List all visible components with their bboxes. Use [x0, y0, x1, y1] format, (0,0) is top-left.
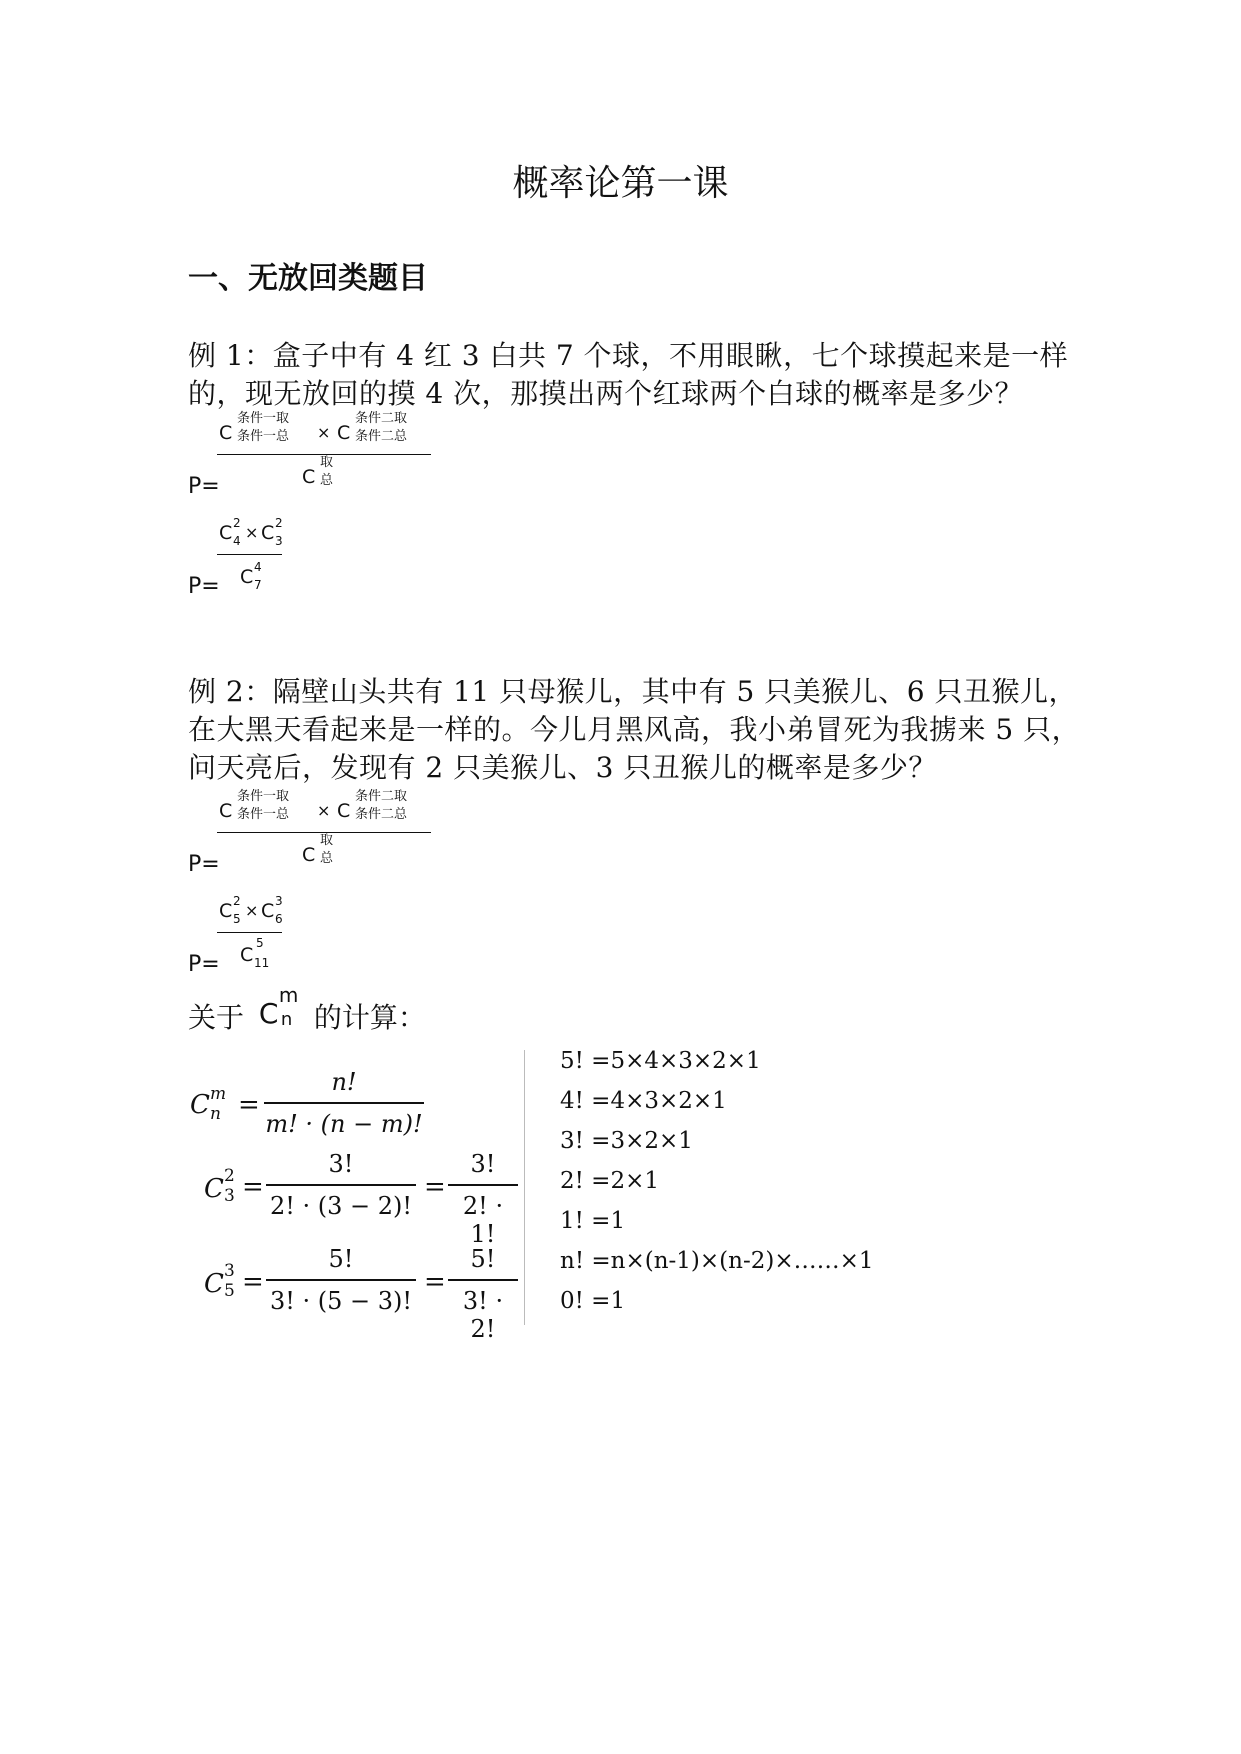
factorial-n: n! =n×(n-1)×(n-2)×……×1	[560, 1248, 874, 1274]
cond1-take: 条件一取	[237, 789, 290, 804]
cnm-symbol	[253, 983, 305, 1031]
example-1-text	[188, 337, 1068, 413]
numerator: 3!	[470, 1150, 496, 1178]
general-numerator	[217, 790, 431, 830]
p-equals: P=	[188, 952, 220, 977]
fraction	[266, 1150, 416, 1220]
cond1-total: 条件一总	[237, 807, 290, 822]
p-equals: P=	[188, 852, 220, 877]
c-symbol: C	[204, 1269, 224, 1299]
times-sign: ×	[317, 423, 331, 442]
c-symbol: C	[219, 522, 233, 544]
c-symbol: C	[261, 522, 275, 544]
formula-cnm-definition	[190, 1068, 470, 1148]
calc-suffix: 的计算：	[313, 1001, 426, 1034]
den-take: 取	[320, 833, 334, 848]
den-total: 总	[320, 851, 334, 866]
p-equals: P=	[188, 574, 220, 599]
sup: 3	[275, 894, 283, 908]
combination-calc-heading	[188, 983, 426, 1036]
sub: n	[210, 1104, 221, 1124]
c-symbol: C	[240, 566, 254, 588]
numerator: 5!	[328, 1245, 354, 1273]
p-equals: P=	[188, 474, 220, 499]
den-take: 取	[320, 455, 334, 470]
c-symbol: C	[261, 900, 275, 922]
equals: =	[242, 1172, 264, 1202]
c-symbol: C	[258, 997, 279, 1030]
cond1-take: 条件一取	[237, 411, 290, 426]
c-symbol: C	[302, 466, 316, 488]
times-sign: ×	[317, 801, 331, 820]
cond1-total: 条件一总	[237, 429, 290, 444]
numeric-denominator	[240, 934, 290, 974]
c-symbol: C	[240, 944, 254, 966]
page-title: 概率论第一课	[512, 163, 729, 204]
example-2-line-1: 例 2：隔壁山头共有 11 只母猴儿，其中有 5 只美猴儿、6 只丑猴儿，	[188, 675, 1077, 708]
den-total: 总	[320, 473, 334, 488]
times-sign: ×	[245, 523, 259, 542]
equals: =	[424, 1172, 446, 1202]
c-symbol: C	[190, 1090, 210, 1120]
example-2-line-2: 在大黑天看起来是一样的。今儿月黑风高，我小弟冒死为我掳来 5 只，	[188, 713, 1081, 746]
equals: =	[238, 1090, 260, 1120]
denominator: 3! · 2!	[462, 1287, 504, 1343]
sub: 7	[254, 578, 262, 592]
fraction-bar	[266, 1184, 416, 1186]
example-2-numeric-formula	[188, 890, 308, 977]
sup: 2	[233, 894, 241, 908]
cond2-total: 条件二总	[355, 429, 408, 444]
sup: 2	[224, 1166, 235, 1186]
sub: 3	[224, 1186, 235, 1206]
sup: 5	[256, 936, 264, 950]
example-1-line-2: 的，现无放回的摸 4 次，那摸出两个红球两个白球的概率是多少？	[188, 377, 1024, 410]
calc-prefix: 关于	[188, 1001, 245, 1034]
factorial-1: 1! =1	[560, 1208, 626, 1234]
denominator: 2! · 1!	[462, 1192, 504, 1248]
fraction-bar	[264, 1102, 424, 1104]
sup: m	[210, 1084, 227, 1104]
example-2-general-formula	[188, 790, 448, 880]
general-denominator	[300, 456, 360, 496]
fraction	[448, 1245, 518, 1343]
cond2-take: 条件二取	[355, 411, 408, 426]
c-symbol: C	[219, 422, 233, 444]
sub: 4	[233, 534, 241, 548]
section-heading: 一、无放回类题目	[188, 261, 428, 296]
numeric-numerator	[217, 890, 297, 930]
fraction-bar	[217, 932, 282, 933]
fraction	[264, 1068, 424, 1138]
sub: 5	[233, 912, 241, 926]
factorial-3: 3! =3×2×1	[560, 1128, 693, 1154]
example-2-text	[188, 673, 1080, 787]
numeric-denominator	[240, 556, 290, 596]
general-denominator	[300, 834, 360, 874]
sup: 2	[233, 516, 241, 530]
c-symbol: C	[219, 800, 233, 822]
denominator: m! · (n − m)!	[265, 1110, 423, 1138]
c-symbol: C	[219, 900, 233, 922]
cond2-take: 条件二取	[355, 789, 408, 804]
formula-c3-2	[190, 1150, 520, 1248]
denominator: 2! · (3 − 2)!	[269, 1192, 413, 1220]
factorial-4: 4! =4×3×2×1	[560, 1088, 727, 1114]
numerator: 3!	[328, 1150, 354, 1178]
denominator: 3! · (5 − 3)!	[269, 1287, 413, 1315]
sup-m: m	[278, 983, 299, 1007]
numeric-numerator	[217, 512, 297, 552]
example-2-line-3: 问天亮后，发现有 2 只美猴儿、3 只丑猴儿的概率是多少？	[188, 751, 937, 784]
numerator: n!	[331, 1068, 357, 1096]
fraction-bar	[448, 1184, 518, 1186]
sub: 3	[275, 534, 283, 548]
c-symbol: C	[302, 844, 316, 866]
sub: 6	[275, 912, 283, 926]
equals: =	[424, 1267, 446, 1297]
general-numerator	[217, 412, 431, 452]
c-symbol: C	[337, 800, 351, 822]
column-divider	[524, 1050, 525, 1325]
numerator: 5!	[470, 1245, 496, 1273]
c-symbol: C	[204, 1174, 224, 1204]
sup: 4	[254, 560, 262, 574]
cond2-total: 条件二总	[355, 807, 408, 822]
factorial-5: 5! =5×4×3×2×1	[560, 1048, 761, 1074]
example-1-line-1: 例 1：盒子中有 4 红 3 白共 7 个球，不用眼瞅，七个球摸起来是一样	[188, 339, 1069, 372]
fraction	[266, 1245, 416, 1315]
formula-c5-3	[190, 1245, 520, 1343]
fraction-bar	[217, 554, 282, 555]
example-1-numeric-formula	[188, 512, 308, 599]
fraction	[448, 1150, 518, 1248]
factorial-0: 0! =1	[560, 1288, 626, 1314]
sub: 11	[254, 956, 270, 970]
sup: 2	[275, 516, 283, 530]
fraction-bar	[448, 1279, 518, 1281]
sup: 3	[224, 1261, 235, 1281]
sub: 5	[224, 1281, 235, 1301]
equals: =	[242, 1267, 264, 1297]
factorial-2: 2! =2×1	[560, 1168, 659, 1194]
sub-n: n	[280, 1009, 293, 1030]
c-symbol: C	[337, 422, 351, 444]
fraction-bar	[266, 1279, 416, 1281]
example-1-general-formula	[188, 412, 448, 502]
times-sign: ×	[245, 901, 259, 920]
